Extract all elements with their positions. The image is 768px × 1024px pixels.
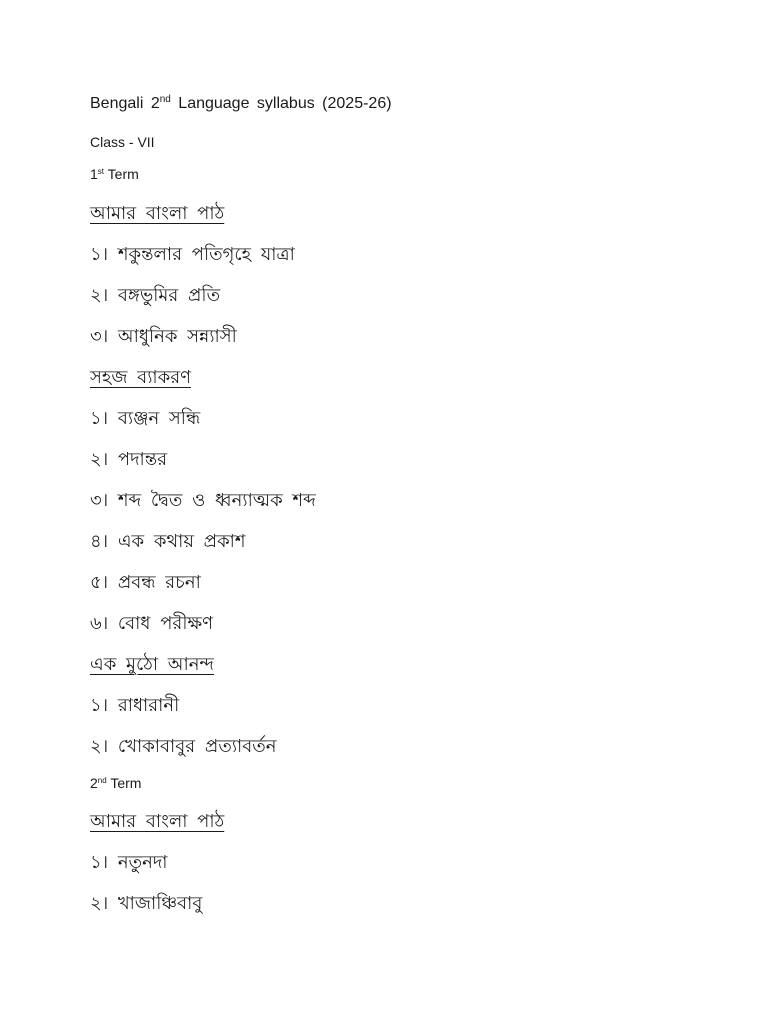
term-2-number: 2 — [90, 775, 98, 791]
list-item: ১। শকুন্তলার পতিগৃহে যাত্রা — [90, 244, 295, 265]
document-title — [90, 94, 392, 113]
list-item: ২। খোকাবাবুর প্রত্যাবর্তন — [90, 736, 277, 757]
section-heading-sahaj-byakaran: সহজ ব্যাকরণ — [90, 367, 192, 388]
class-label: Class - VII — [90, 134, 155, 150]
title-prefix: Bengali 2 — [90, 95, 160, 112]
term-2-superscript: nd — [97, 776, 107, 785]
term-1-superscript: st — [97, 167, 105, 176]
section-heading-ek-mutho-ananda: এক মুঠো আনন্দ — [90, 654, 214, 675]
list-item: ১। ব্যঞ্জন সন্ধি — [90, 408, 201, 429]
list-item: ২। পদান্তর — [90, 449, 168, 470]
section-heading-amar-bangla-path: আমার বাংলা পাঠ — [90, 203, 225, 224]
term-1-word: Term — [104, 166, 139, 182]
list-item: ৬। বোধ পরীক্ষণ — [90, 613, 213, 634]
term-2-label — [90, 775, 141, 791]
title-superscript: nd — [159, 94, 171, 105]
term-2-word: Term — [106, 775, 142, 791]
list-item: ২। খাজাঞ্চিবাবু — [90, 893, 203, 914]
list-item: ১। নতুনদা — [90, 852, 168, 873]
term-1-label — [90, 166, 139, 182]
list-item: ৫। প্রবন্ধ রচনা — [90, 572, 201, 593]
list-item: ৪। এক কথায় প্রকাশ — [90, 531, 246, 552]
list-item: ১। রাধারানী — [90, 695, 180, 716]
list-item: ২। বঙ্গভুমির প্রতি — [90, 285, 221, 306]
list-item: ৩। শব্দ দ্বৈত ও ধ্বন্যাত্মক শব্দ — [90, 490, 316, 511]
section-heading-amar-bangla-path-term2: আমার বাংলা পাঠ — [90, 811, 225, 832]
list-item: ৩। আধুনিক সন্ন্যাসী — [90, 326, 237, 347]
title-suffix: Language syllabus (2025-26) — [170, 95, 392, 112]
term-1-number: 1 — [90, 166, 98, 182]
